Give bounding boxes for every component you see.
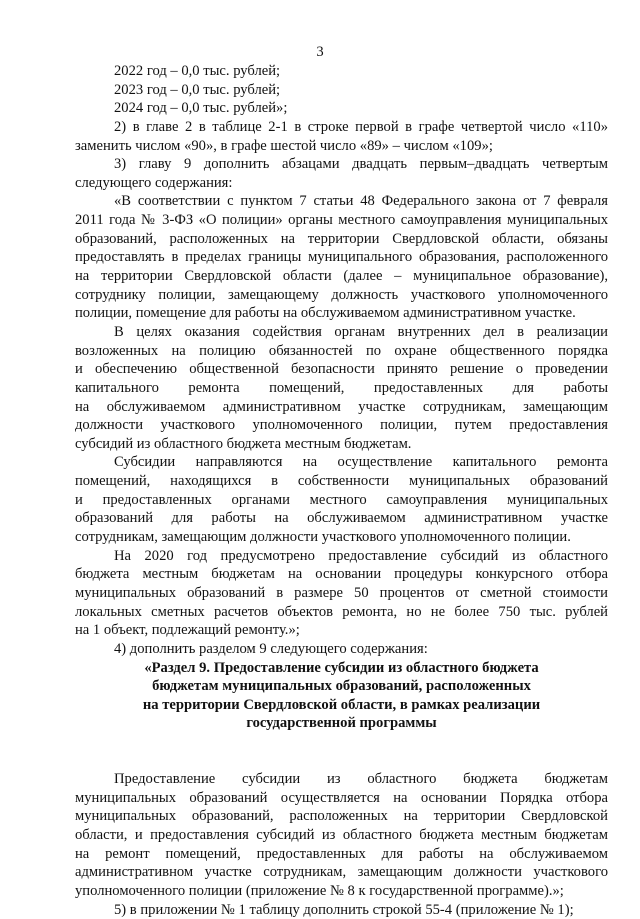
text-line: на территории Свердловской области (далее – муниципальное образование), <box>75 268 608 285</box>
text-line: 2023 год – 0,0 тыс. рублей; <box>114 81 281 98</box>
text-line: сотруднику полиции, замещающему должность участкового уполномоченного <box>75 286 608 303</box>
text-line: области, и предоставления субсидий из областного бюджета местным бюджетам <box>75 826 608 843</box>
text-line: предоставлять в пределах границы муниципального образования, расположенного <box>75 249 608 266</box>
text-line: Предоставление субсидии из областного бюджета бюджетам <box>114 771 608 788</box>
section-heading-line: на территории Свердловской области, в рамках реализации <box>142 696 541 713</box>
text-line: сотрудникам, замещающим должности участкового уполномоченного полиции. <box>75 529 571 546</box>
text-line: Субсидии направляются на осуществление капитального ремонта <box>114 454 608 471</box>
text-line: 5) в приложении № 1 таблицу дополнить строкой 55-4 (приложение № 1); <box>114 901 574 918</box>
text-line: 2022 год – 0,0 тыс. рублей; <box>114 63 281 79</box>
section-heading-line: государственной программы <box>246 715 437 732</box>
text-line: возложенных на полицию обязанностей по охране общественного порядка <box>75 342 608 359</box>
text-line: заменить числом «90», в графе шестой число «89» – числом «109»; <box>75 137 493 154</box>
document-body <box>75 62 608 919</box>
text-line: муниципальных образований в размере 50 процентов от сметной стоимости <box>75 584 608 601</box>
text-line: муниципальных образований, расположенных на территории Свердловской <box>75 808 608 825</box>
text-line: 3) главу 9 дополнить абзацами двадцать первым–двадцать четвертым <box>114 156 608 173</box>
text-line: муниципальных образований осуществляется на основании Порядка отбора <box>75 789 608 806</box>
text-line: на обслуживаемом административном участке сотрудникам, замещающим <box>75 398 608 415</box>
text-line: следующего содержания: <box>75 174 233 191</box>
text-line: административном участке сотрудникам, замещающим должности участкового <box>75 864 608 881</box>
text-line: и обеспечению общественной безопасности принято решение о проведении <box>75 361 608 378</box>
text-line: локальных сметных расчетов объектов ремонта, но не более 750 тыс. рублей <box>75 603 608 620</box>
text-line: уполномоченного полиции (приложение № 8 к государственной программе).»; <box>75 882 564 899</box>
text-line: На 2020 год предусмотрено предоставление субсидий из областного <box>114 547 608 564</box>
text-line: субсидий из областного бюджета местным бюджетам. <box>75 435 412 452</box>
text-line: и предоставленных органами местного самоуправления муниципальных <box>75 491 608 508</box>
section-heading-line: бюджетам муниципальных образований, расположенных <box>152 678 531 695</box>
blank-gap <box>75 733 608 770</box>
text-line: образований для работы на обслуживаемом административном участке <box>75 510 608 527</box>
text-line: «В соответствии с пунктом 7 статьи 48 Федерального закона от 7 февраля <box>114 193 608 210</box>
text-line: 2011 года № 3-ФЗ «О полиции» органы местного самоуправления муниципальных <box>75 212 608 229</box>
text-line: бюджета местным бюджетам на основании процедуры конкурсного отбора <box>75 566 608 583</box>
text-line: 2024 год – 0,0 тыс. рублей»; <box>114 100 288 117</box>
page-number: 3 <box>316 44 324 60</box>
text-line: 4) дополнить разделом 9 следующего содержания: <box>114 640 428 657</box>
text-line: помещений, находящихся в собственности муниципальных образований <box>75 473 608 490</box>
section-heading-line: «Раздел 9. Предоставление субсидии из областного бюджета <box>144 659 539 676</box>
text-line: на 1 объект, подлежащий ремонту.»; <box>75 622 300 639</box>
text-line: В целях оказания содействия органам внутренних дел в реализации <box>114 323 608 340</box>
text-line: образований, расположенных на территории Свердловской области, обязаны <box>75 230 608 247</box>
text-line: капитального ремонта помещений, предоставленных для работы <box>75 379 608 396</box>
text-line: должности участкового уполномоченного полиции, путем предоставления <box>75 417 608 434</box>
text-line: полиции, помещение для работы на обслуживаемом административном участке. <box>75 305 576 322</box>
text-line: 2) в главе 2 в таблице 2-1 в строке первой в графе четвертой число «110» <box>114 118 608 135</box>
text-line: на ремонт помещений, предоставленных для работы на обслуживаемом <box>75 845 608 862</box>
